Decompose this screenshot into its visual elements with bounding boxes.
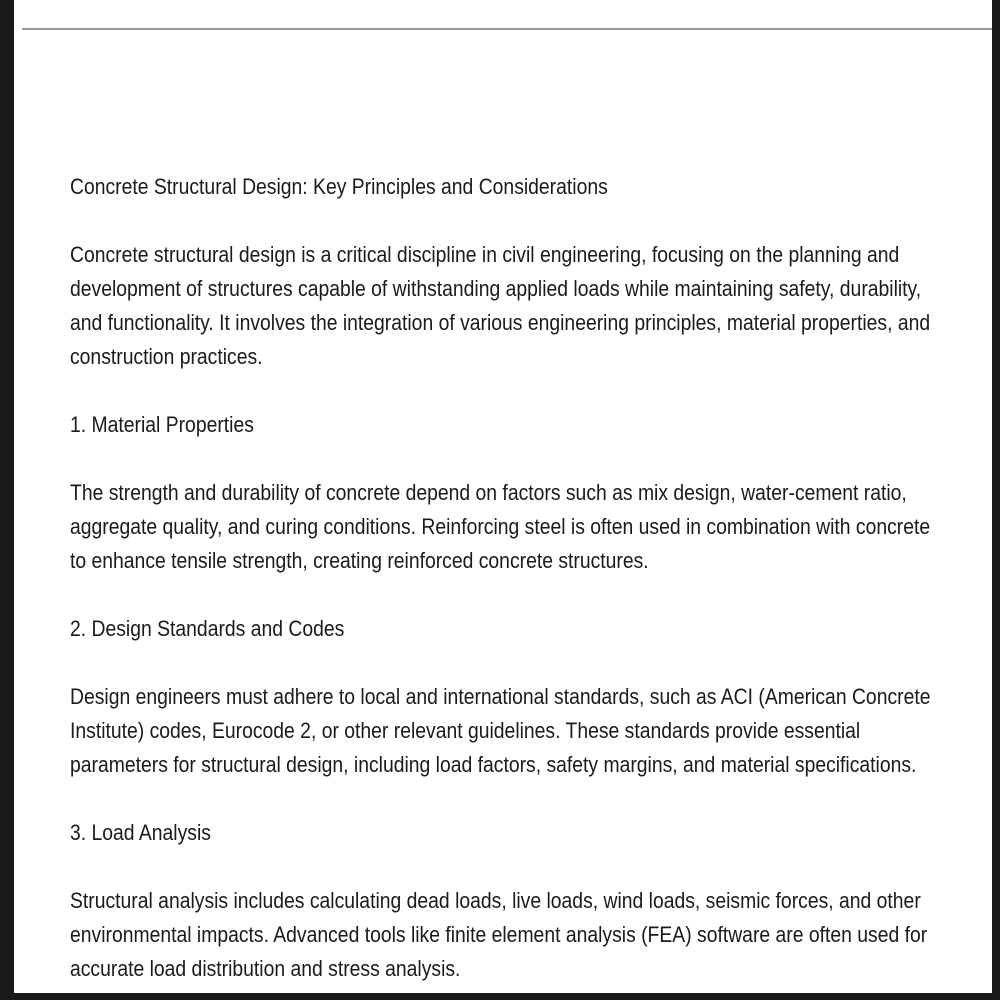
section-body-load-analysis: Structural analysis includes calculating dead loads, live loads, wind loads, seismic forces, and other environmental impacts. Advanced tools like finite element analysis (FEA) software are often used for accurate load distribution and stress analysis.	[70, 888, 928, 981]
document-page	[14, 0, 992, 993]
section-body-design-standards: Design engineers must adhere to local and international standards, such as ACI (American Concrete Institute) codes, Eurocode 2, or other relevant guidelines. These standards provide essential parameters for structural design, including load factors, safety margins, and material specifications.	[70, 684, 931, 777]
section-body-material-properties: The strength and durability of concrete depend on factors such as mix design, water-cement ratio, aggregate quality, and curing conditions. Reinforcing steel is often used in combination with concrete to enhance tensile strength, creating reinforced concrete structures.	[70, 480, 931, 573]
document-title: Concrete Structural Design: Key Principles and Considerations	[70, 174, 608, 199]
section-heading-material-properties: 1. Material Properties	[70, 412, 254, 437]
section-heading-load-analysis: 3. Load Analysis	[70, 820, 211, 845]
document-body	[70, 170, 931, 993]
page-divider	[22, 28, 992, 30]
section-heading-design-standards: 2. Design Standards and Codes	[70, 616, 345, 641]
intro-paragraph: Concrete structural design is a critical discipline in civil engineering, focusing on the planning and development of structures capable of withstanding applied loads while maintaining safety, durability, and functionality. It involves the integration of various engineering principles, material properties, and construction practices.	[70, 242, 931, 369]
